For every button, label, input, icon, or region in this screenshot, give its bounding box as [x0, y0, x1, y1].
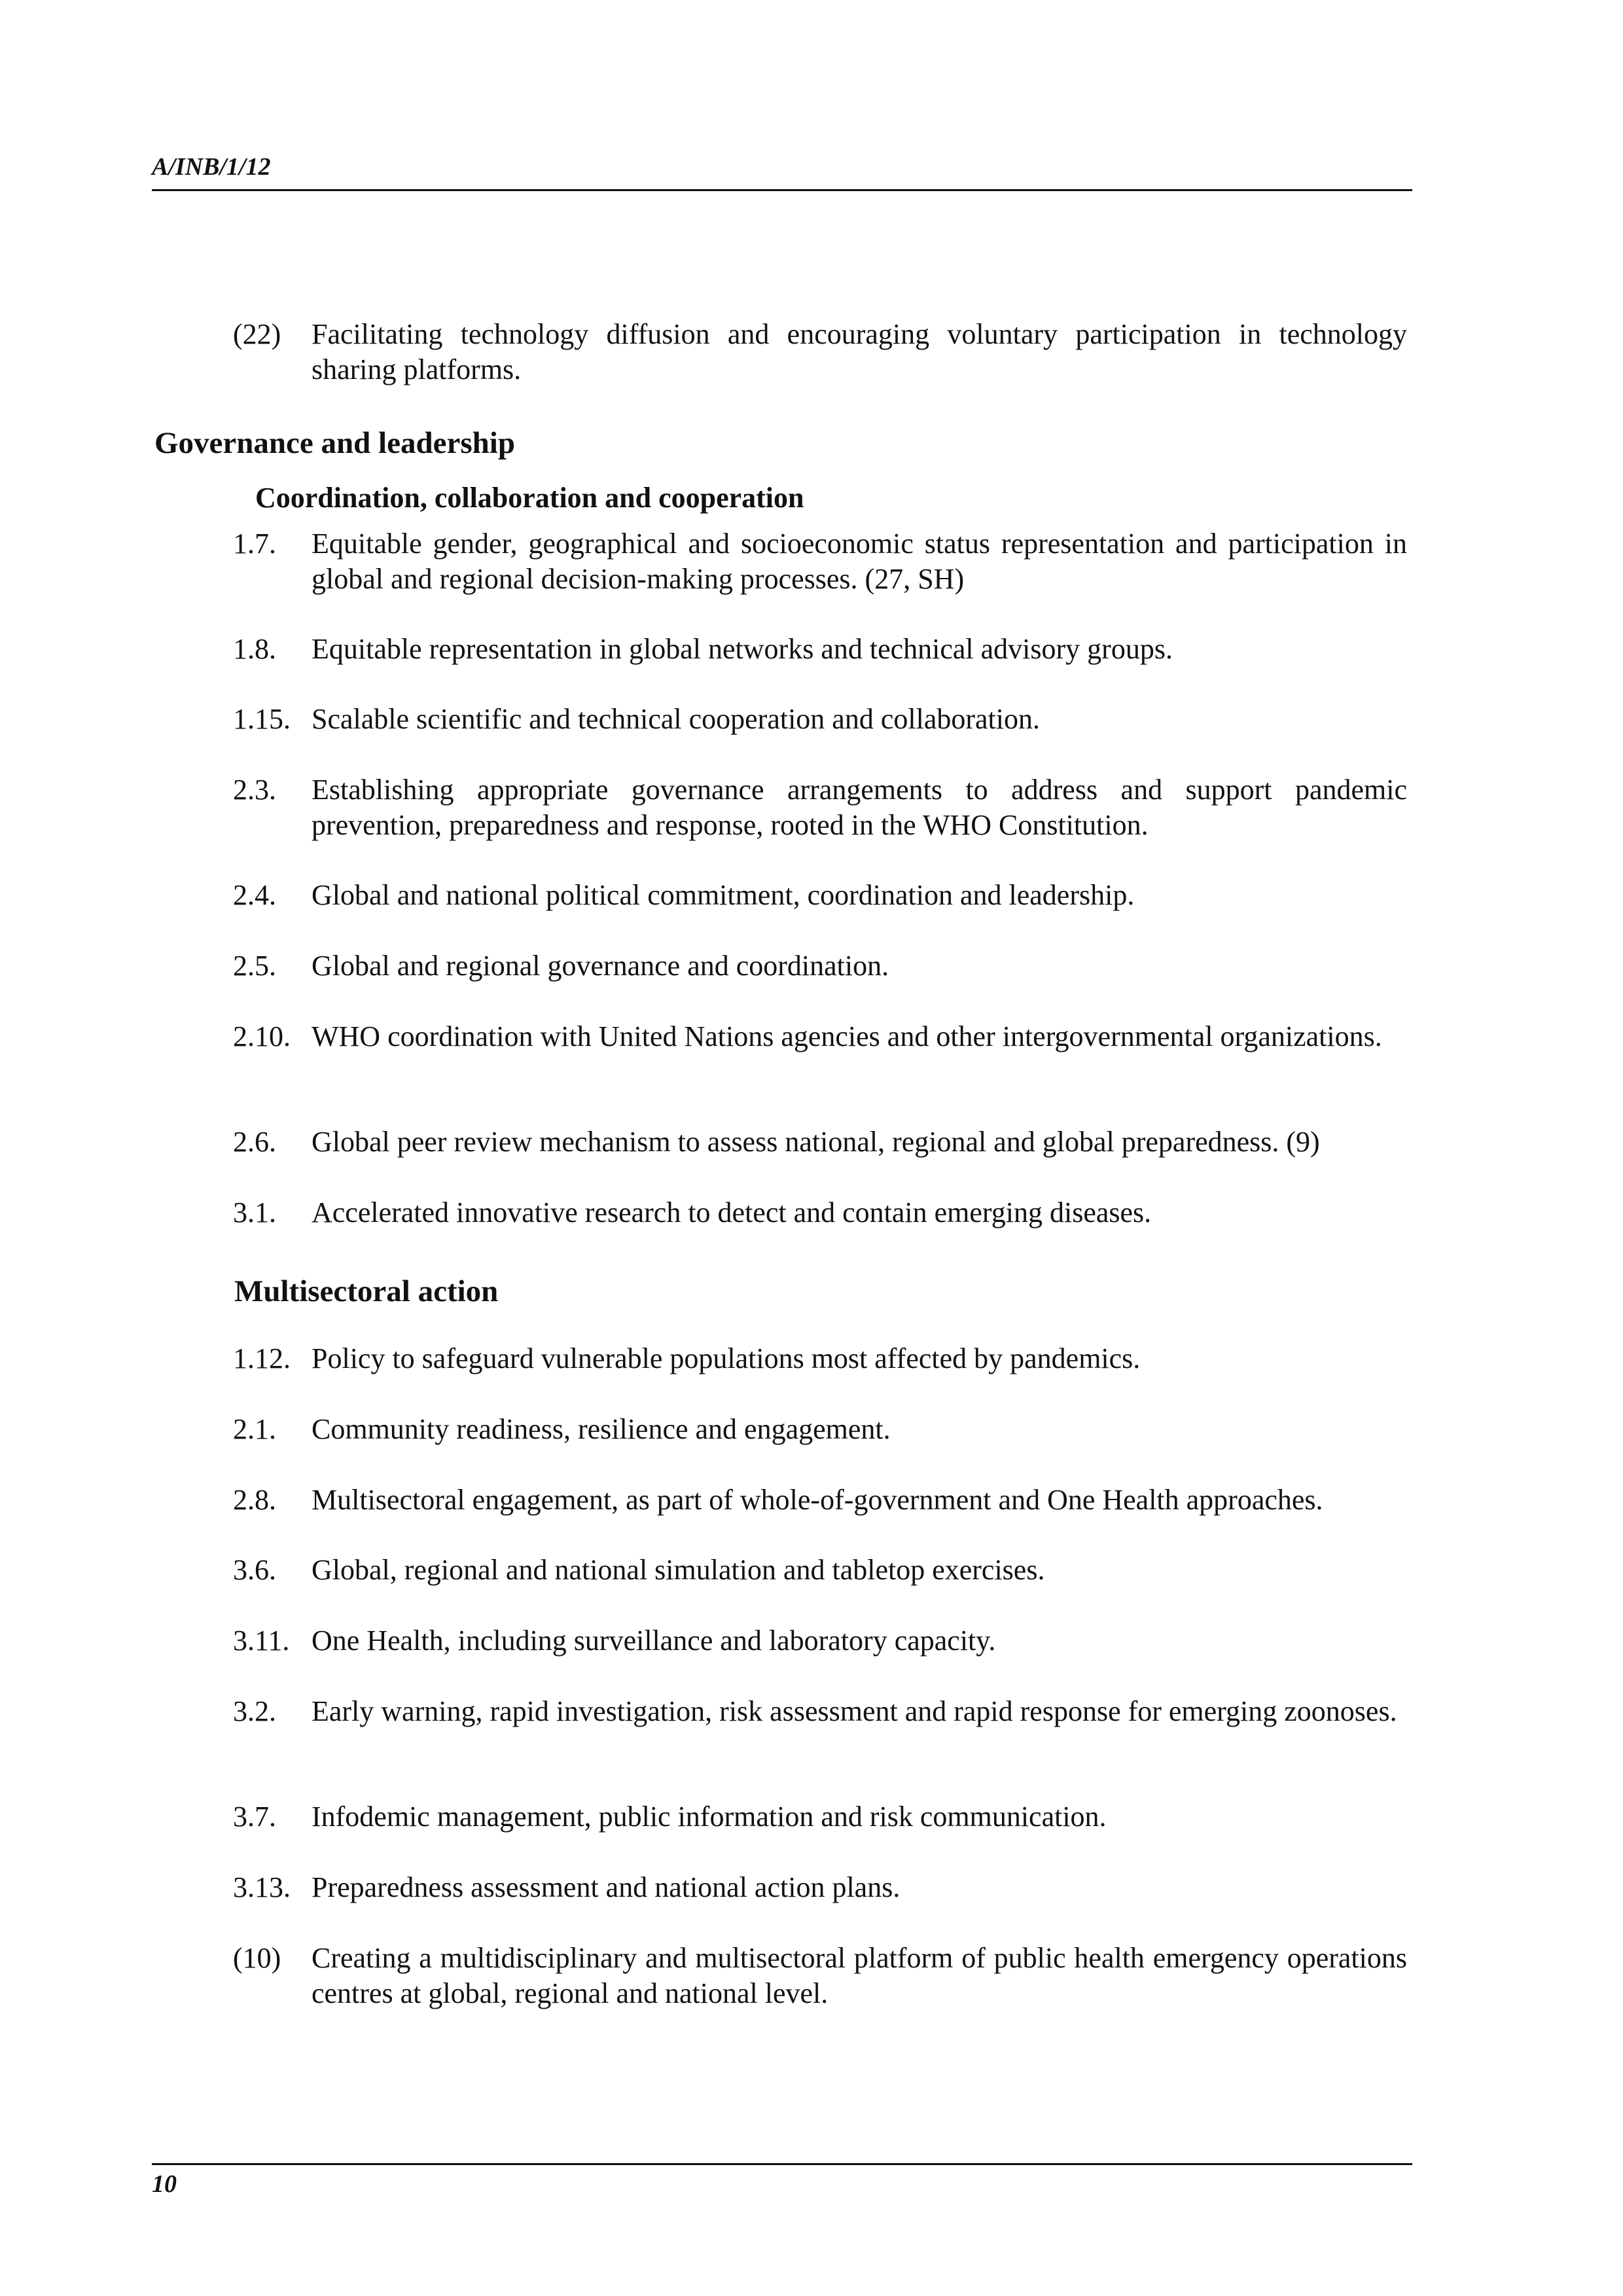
item-number: 3.7. — [233, 1801, 276, 1833]
page-number: 10 — [152, 2170, 177, 2198]
list-item-1-8 — [233, 632, 1407, 667]
item-text: WHO coordination with United Nations agencies and other intergovernmental organizations. — [312, 1020, 1382, 1052]
item-text: Global and national political commitment, coordination and leadership. — [312, 879, 1135, 911]
list-item-2-8 — [233, 1482, 1407, 1518]
item-text: Community readiness, resilience and engagement. — [312, 1413, 891, 1445]
section-heading-governance: Governance and leadership — [154, 426, 515, 460]
item-text: Global and regional governance and coordination. — [312, 950, 889, 982]
item-number: 1.15. — [233, 703, 291, 735]
item-number: (10) — [233, 1942, 281, 1974]
item-text: Establishing appropriate governance arrangements to address and support pandemic prevention, preparedness and response, rooted in the WHO Constitution. — [312, 774, 1407, 841]
list-item-2-1 — [233, 1412, 1407, 1447]
item-text: Preparedness assessment and national action plans. — [312, 1871, 901, 1903]
item-number: 1.8. — [233, 633, 276, 665]
item-number: 3.6. — [233, 1554, 276, 1586]
list-item-3-11 — [233, 1623, 1407, 1659]
list-item-1-7 — [233, 526, 1407, 597]
list-item-3-1 — [233, 1195, 1407, 1230]
list-item-10 — [233, 1941, 1407, 2011]
list-item-2-10 — [233, 1019, 1407, 1054]
list-item-3-7 — [233, 1799, 1407, 1835]
item-text: Global, regional and national simulation and tabletop exercises. — [312, 1554, 1045, 1586]
item-text: Infodemic management, public information and risk communication. — [312, 1801, 1107, 1833]
subsection-heading-coordination: Coordination, collaboration and cooperation — [255, 482, 804, 514]
item-number: (22) — [233, 318, 281, 350]
list-item-1-15 — [233, 702, 1407, 737]
list-item-3-6 — [233, 1552, 1407, 1588]
item-text: Equitable gender, geographical and socioeconomic status representation and participation in global and regional decision-making processes. (27, SH) — [312, 528, 1407, 595]
list-item-2-4 — [233, 878, 1407, 913]
item-number: 2.4. — [233, 879, 276, 911]
list-item-3-13 — [233, 1870, 1407, 1905]
item-number: 3.13. — [233, 1871, 291, 1903]
item-number: 2.3. — [233, 774, 276, 806]
item-text: One Health, including surveillance and laboratory capacity. — [312, 1624, 996, 1657]
item-text: Accelerated innovative research to detect and contain emerging diseases. — [312, 1196, 1152, 1229]
item-text: Facilitating technology diffusion and encouraging voluntary participation in technology sharing platforms. — [312, 318, 1407, 386]
list-item-2-6 — [233, 1124, 1407, 1160]
item-number: 2.8. — [233, 1484, 276, 1516]
item-number: 1.12. — [233, 1342, 291, 1374]
item-text: Policy to safeguard vulnerable populations most affected by pandemics. — [312, 1342, 1141, 1374]
item-number: 2.5. — [233, 950, 276, 982]
item-number: 3.11. — [233, 1624, 290, 1657]
item-number: 2.1. — [233, 1413, 276, 1445]
item-number: 2.6. — [233, 1126, 276, 1158]
item-text: Global peer review mechanism to assess national, regional and global preparedness. (9) — [312, 1126, 1320, 1158]
list-item-1-12 — [233, 1341, 1407, 1376]
document-code: A/INB/1/12 — [152, 153, 271, 181]
section-heading-multisectoral: Multisectoral action — [234, 1274, 499, 1308]
item-number: 3.2. — [233, 1695, 276, 1727]
item-text: Multisectoral engagement, as part of whole-of-government and One Health approaches. — [312, 1484, 1323, 1516]
item-text: Early warning, rapid investigation, risk assessment and rapid response for emerging zoonoses. — [312, 1695, 1397, 1727]
item-number: 1.7. — [233, 528, 276, 560]
item-number: 2.10. — [233, 1020, 291, 1052]
list-item-22 — [233, 317, 1407, 387]
header-rule — [152, 189, 1412, 191]
item-text: Scalable scientific and technical cooperation and collaboration. — [312, 703, 1040, 735]
list-item-3-2 — [233, 1694, 1407, 1729]
item-number: 3.1. — [233, 1196, 276, 1229]
item-text: Equitable representation in global networks and technical advisory groups. — [312, 633, 1173, 665]
footer-rule — [152, 2163, 1412, 2165]
item-text: Creating a multidisciplinary and multisectoral platform of public health emergency operations centres at global, regional and national level. — [312, 1942, 1407, 2009]
list-item-2-3 — [233, 772, 1407, 843]
list-item-2-5 — [233, 948, 1407, 984]
